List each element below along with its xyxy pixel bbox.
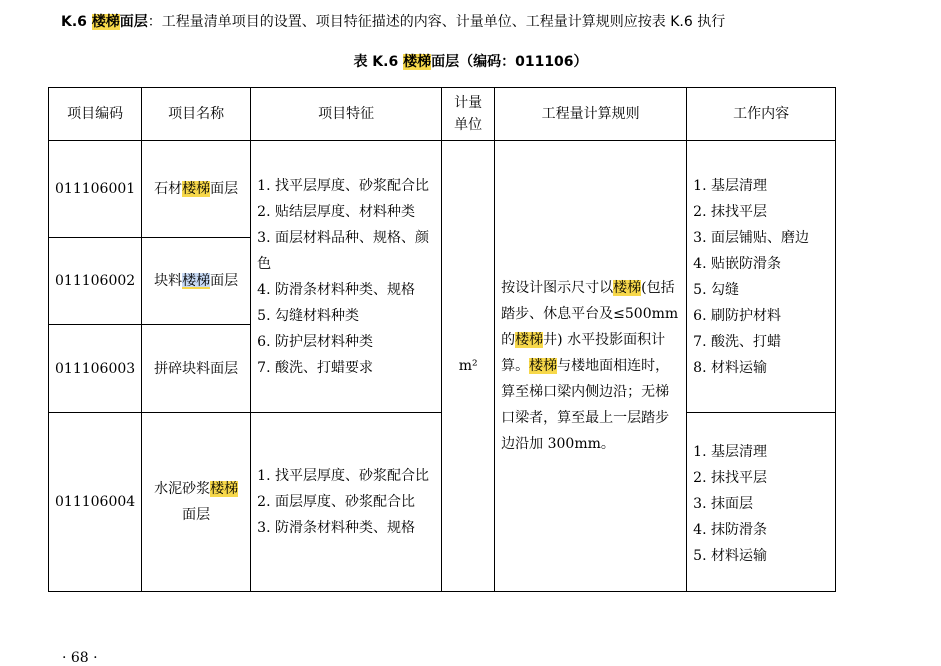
- quantity-table-container: [48, 87, 836, 592]
- quantity-table: [48, 87, 836, 592]
- feature-line: 7. 酸洗、打蜡要求: [257, 359, 373, 376]
- item-name: [142, 141, 251, 238]
- item-name-part: 面层: [210, 273, 239, 289]
- item-name-part: 面层: [210, 181, 239, 197]
- header-unit-line1: 计量: [454, 95, 483, 111]
- item-features-b: [251, 413, 442, 592]
- item-unit: m²: [442, 141, 495, 592]
- work-line: 3. 抹面层: [693, 496, 753, 512]
- work-line: 1. 基层清理: [693, 177, 767, 194]
- section-number: K.6: [61, 14, 92, 30]
- item-name-part: 面层: [182, 507, 211, 523]
- item-code: 011106002: [49, 238, 142, 325]
- highlighted-term: 楼梯: [403, 54, 432, 70]
- highlighted-term: 楼梯: [613, 280, 642, 296]
- item-features-a: [251, 141, 442, 413]
- work-line: 3. 面层铺贴、磨边: [693, 229, 809, 246]
- work-line: 7. 酸洗、打蜡: [693, 333, 781, 350]
- item-name-part: 块料: [154, 273, 183, 289]
- section-heading: [61, 11, 725, 31]
- work-line: 6. 刷防护材料: [693, 307, 781, 324]
- section-title: [61, 14, 148, 30]
- item-code: 011106001: [49, 141, 142, 238]
- work-content-b: [687, 413, 836, 592]
- highlighted-term: 楼梯: [91, 14, 120, 30]
- rule-text: 按设计图示尺寸以: [501, 280, 614, 296]
- work-line: 4. 抹防滑条: [693, 522, 767, 538]
- highlighted-term: 楼梯: [515, 332, 544, 348]
- header-unit-line2: 单位: [454, 117, 483, 133]
- caption-suffix: 面层（编码：011106）: [431, 54, 588, 70]
- selected-term[interactable]: 楼梯: [182, 273, 211, 289]
- work-line: 2. 抹找平层: [693, 203, 767, 220]
- work-line: 4. 贴嵌防滑条: [693, 255, 781, 272]
- header-features: 项目特征: [251, 88, 442, 141]
- feature-line: 6. 防护层材料种类: [257, 333, 373, 350]
- header-unit: [442, 88, 495, 141]
- highlighted-term: 楼梯: [529, 358, 558, 374]
- item-code: 011106003: [49, 325, 142, 413]
- section-description: ：工程量清单项目的设置、项目特征描述的内容、计量单位、工程量计算规则应按表 K.6 执行: [147, 14, 726, 30]
- work-content-a: [687, 141, 836, 413]
- highlighted-term: 楼梯: [210, 481, 239, 497]
- feature-line: 2. 贴结层厚度、材料种类: [257, 203, 415, 220]
- section-title-rest: 面层: [119, 14, 148, 30]
- header-work: 工作内容: [687, 88, 836, 141]
- header-rule: 工程量计算规则: [495, 88, 687, 141]
- work-line: 5. 材料运输: [693, 548, 767, 564]
- rule-text: (包括踏步、休息平台及≤500mm 的: [501, 280, 679, 348]
- rule-text: 井) 水平投影面积计算。: [501, 332, 666, 374]
- item-name: [142, 238, 251, 325]
- item-code: 011106004: [49, 413, 142, 592]
- feature-line: 色: [257, 255, 272, 272]
- header-name: 项目名称: [142, 88, 251, 141]
- feature-line: 2. 面层厚度、砂浆配合比: [257, 494, 415, 510]
- item-name-part: 水泥砂浆: [154, 481, 211, 497]
- feature-line: 3. 防滑条材料种类、规格: [257, 520, 415, 536]
- page-number: · 68 ·: [62, 650, 98, 666]
- item-name: 拼碎块料面层: [142, 325, 251, 413]
- work-line: 5. 勾缝: [693, 281, 739, 298]
- calculation-rule: [495, 141, 687, 592]
- feature-line: 1. 找平层厚度、砂浆配合比: [257, 468, 429, 484]
- caption-prefix: 表 K.6: [353, 54, 404, 70]
- table-row: [49, 141, 836, 238]
- feature-line: 5. 勾缝材料种类: [257, 307, 359, 324]
- highlighted-term: 楼梯: [182, 181, 211, 197]
- work-line: 2. 抹找平层: [693, 470, 767, 486]
- rule-text: 与楼地面相连时，算至梯口梁内侧边沿；无梯口梁者，算至最上一层踏步边沿加 300mm。: [501, 358, 670, 452]
- feature-line: 1. 找平层厚度、砂浆配合比: [257, 177, 429, 194]
- header-code: 项目编码: [49, 88, 142, 141]
- feature-line: 3. 面层材料品种、规格、颜: [257, 229, 429, 246]
- header-row: [49, 88, 836, 141]
- work-line: 1. 基层清理: [693, 444, 767, 460]
- table-caption: [0, 51, 941, 71]
- work-line: 8. 材料运输: [693, 359, 767, 376]
- feature-line: 4. 防滑条材料种类、规格: [257, 281, 415, 298]
- item-name: [142, 413, 251, 592]
- item-name-part: 石材: [154, 181, 183, 197]
